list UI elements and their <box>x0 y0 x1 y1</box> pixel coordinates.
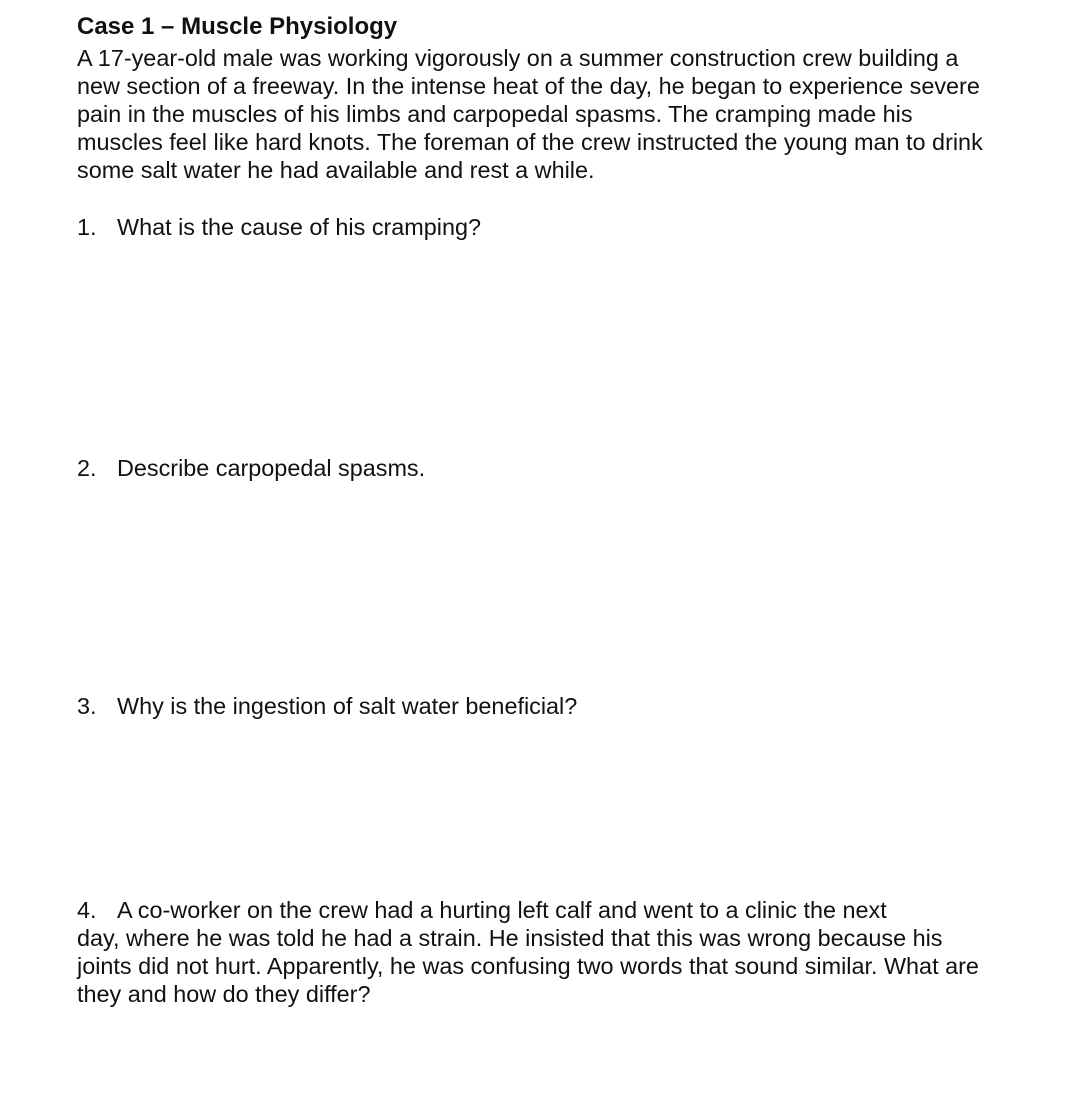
case-description-line: some salt water he had available and rest a while. <box>77 157 595 183</box>
case-description <box>77 44 983 184</box>
question-number: 1. <box>77 214 97 240</box>
question-1 <box>77 213 481 241</box>
question-text-line: joints did not hurt. Apparently, he was confusing two words that sound similar. What are <box>77 953 979 979</box>
question-text-line: day, where he was told he had a strain. He insisted that this was wrong because his <box>77 925 943 951</box>
question-number: 2. <box>77 455 97 481</box>
question-text: Describe carpopedal spasms. <box>117 455 426 481</box>
case-description-line: muscles feel like hard knots. The foreman of the crew instructed the young man to drink <box>77 129 983 155</box>
case-description-line: A 17-year-old male was working vigorously on a summer construction crew building a <box>77 45 959 71</box>
question-4 <box>77 896 979 1008</box>
case-title: Case 1 – Muscle Physiology <box>77 13 398 40</box>
question-number: 4. <box>77 897 97 923</box>
case-description-line: new section of a freeway. In the intense heat of the day, he began to experience severe <box>77 73 980 99</box>
question-text: A co-worker on the crew had a hurting left calf and went to a clinic the next <box>117 897 887 923</box>
question-text: What is the cause of his cramping? <box>117 214 482 240</box>
case-description-line: pain in the muscles of his limbs and carpopedal spasms. The cramping made his <box>77 101 913 127</box>
question-number: 3. <box>77 693 97 719</box>
question-3 <box>77 692 577 720</box>
question-2 <box>77 454 425 482</box>
question-text: Why is the ingestion of salt water beneficial? <box>117 693 578 719</box>
question-text-line: they and how do they differ? <box>77 981 371 1007</box>
